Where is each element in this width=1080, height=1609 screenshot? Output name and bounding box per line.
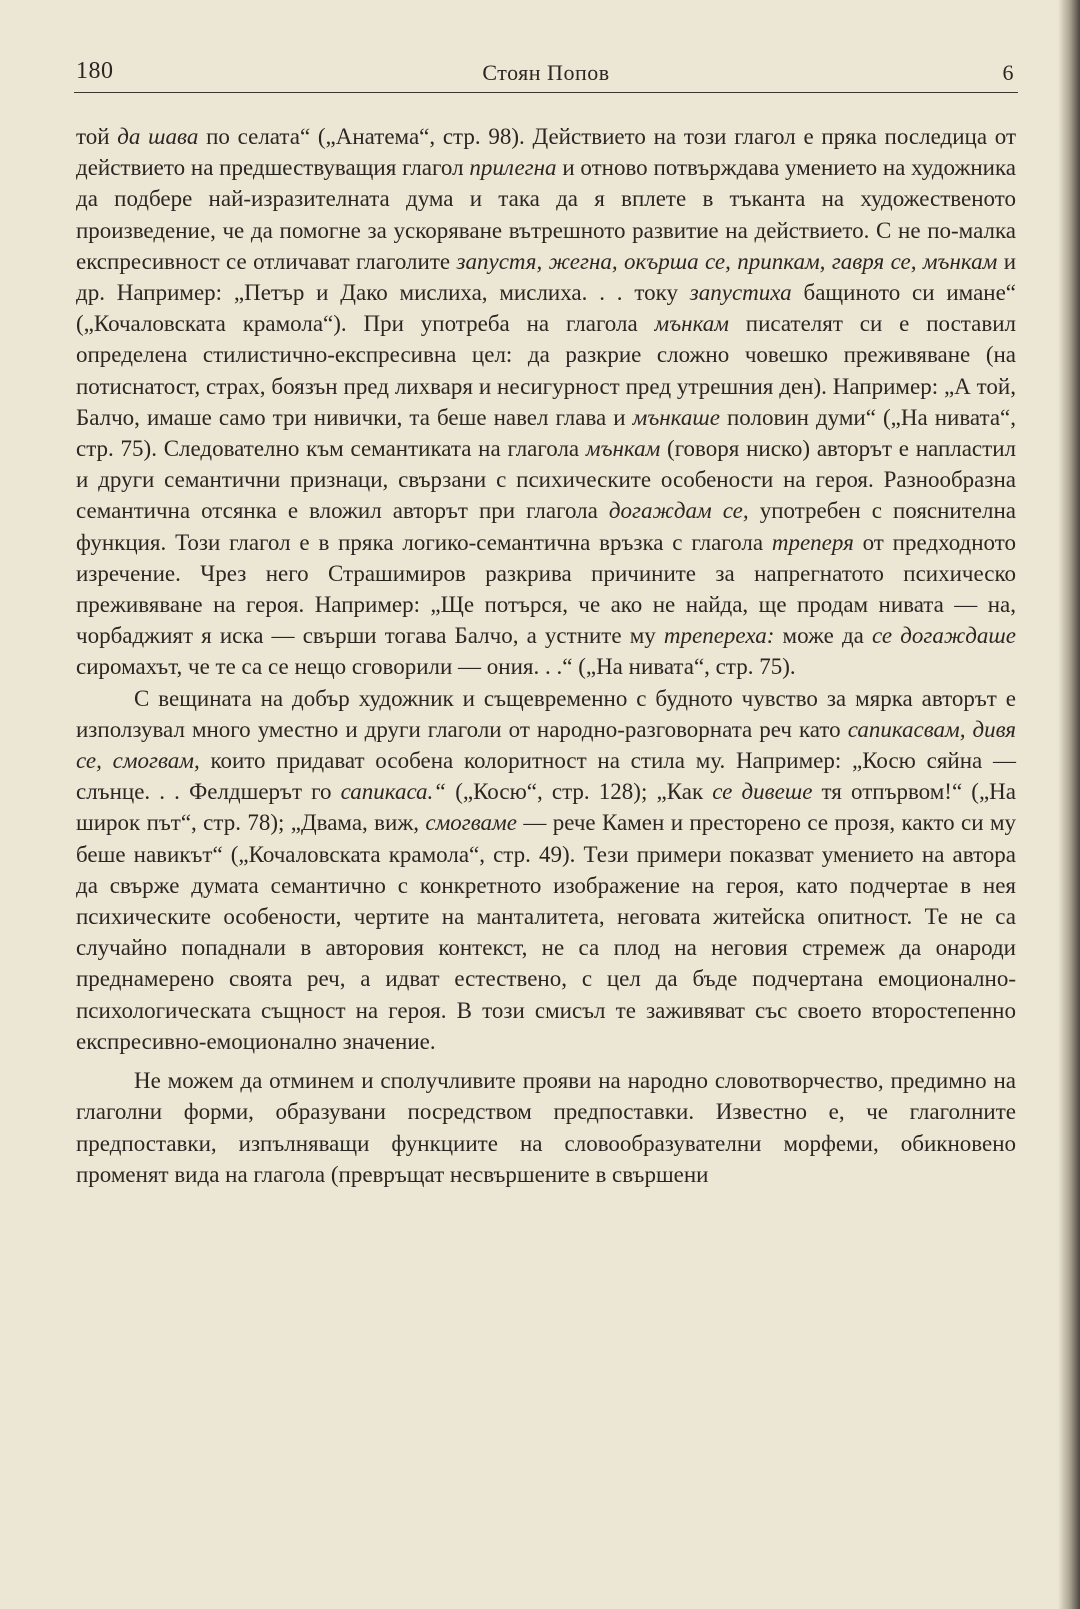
header-rule [74,92,1018,93]
italic-term: треперя [771,529,854,555]
italic-term: сапикасвам, дивя се, смогвам, [76,716,1016,774]
italic-term: мънкаше [632,404,720,430]
italic-term: сапикаса.“ [340,779,447,805]
text-run: и др. Например: „Петър и Дако мислиха, мислиха. . . току [76,248,1017,306]
text-run: писателят си е поставил определена стилистично-експресивна цел: да разкрие сложно човешко преживяване (на потиснатост, страх, боязън пред лихваря и несигурност пред утрешния ден). Например: „А той, Балчо, имаше само три нивички, та беше навел глава и [76,311,1016,430]
text-run: и отново потвърждава умението на художника да подбере най-изразителната дума и така да я вплете в тъканта на художественото произведение, че да помогне за ускоряване вътрешното развитие на действието. С не по-малка експресивност се отличават глаголите [76,155,1016,274]
body-text [76,121,1016,1190]
text-run: сиромахът, че те са се нещо сговорили — ония. . .“ („На нивата“, стр. 75). [76,654,796,680]
text-run: от предходното изречение. Чрез него Страшимиров разкрива причините за напрегнатото психическо преживяване на героя. Например: „Ще потърся, че ако не найда, ще продам нивата — на, чорбаджият я иска — свърши тогава Балчо, а устните му [76,529,1016,649]
text-run: половин думи“ („На нивата“, стр. 75). Следователно към семантиката на глагола [76,404,1016,462]
italic-term: мънкам [654,311,729,337]
text-run: които придават особена колоритност на стила му. Например: „Косю сяйна — слънце. . . Фелдшерът го [76,748,1016,805]
text-run: С вещината на добър художник и същевременно с будното чувство за мярка авторът е използувал много уместно и други глаголи от народно-разговорната реч като [76,685,1016,742]
page-number: 180 [76,58,114,84]
text-run: Не можем да отминем и сполучливите прояви на народно словотворчество, предимно на глаголни форми, образувани посредством предпоставки. Известно е, че глаголните предпоставки, изпълняващи функциите на словообразувателни морфеми, обикновено променят вида на глагола (превръщат несвършените в свършени [76,1068,1016,1187]
page-edge-shadow [1058,0,1080,1609]
italic-term: трепереха: [663,623,775,649]
text-run: („Косю“, стр. 128); „Как [446,779,713,805]
signature-mark: 6 [1002,60,1014,85]
italic-term: догаждам се, [608,498,749,524]
running-header [76,54,1016,94]
text-run: може да [774,623,873,649]
text-run: той [76,124,118,149]
text-run: употребен с пояснителна функция. Този глагол е в пряка логико-семантична връзка с глагола [76,498,1016,555]
text-run: тя отпървом!“ („На широк път“, стр. 78); „Двама, виж, [76,779,1016,836]
text-run: по селата“ („Анатема“, стр. 98). Действието на този глагол е пряка последица от действието на предшествуващия глагол [76,124,1017,181]
italic-term: смогваме [425,810,517,836]
text-run: (говоря ниско) авторът е напластил и други семантични признаци, свързани с психическите особености на героя. Разнообразна семантична отсянка е вложил авторът при глагола [76,436,1016,524]
italic-term: да шава [117,124,199,149]
italic-term: се догаждаше [872,623,1016,649]
italic-term: мънкам [585,436,661,462]
paragraph-continued [76,121,1016,683]
paragraph [76,1065,1016,1190]
running-title: Стоян Попов [482,60,610,85]
paragraph [76,683,1016,1057]
italic-term: запустиха [689,280,792,306]
italic-term: се дивеше [712,779,813,805]
italic-term: прилегна [469,155,557,181]
text-run: бащиното си имане“ („Кочаловската крамола“). При употреба на глагола [76,280,1016,337]
text-run: — рече Камен и престорено се прозя, както си му беше навикът“ („Кочаловската крамола“, стр. 49). Тези примери показват умението на автора да свърже думата семантично с конкретното изображение на героя, като подчертае в нея психическите особености, чертите на манталитета, неговата житейска опитност. Те не са случайно попаднали в авторовия контекст, не са плод на неговия стремеж да онароди преднамерено своята реч, а идват естествено, с цел да бъде подчертана емоционално-психологическата същност на героя. В този смисъл те заживяват със своето второстепенно експресивно-емоционално значение. [76,810,1016,1054]
italic-term: запустя, жегна, окърша се, припкам, гавря се, мънкам [456,248,998,274]
